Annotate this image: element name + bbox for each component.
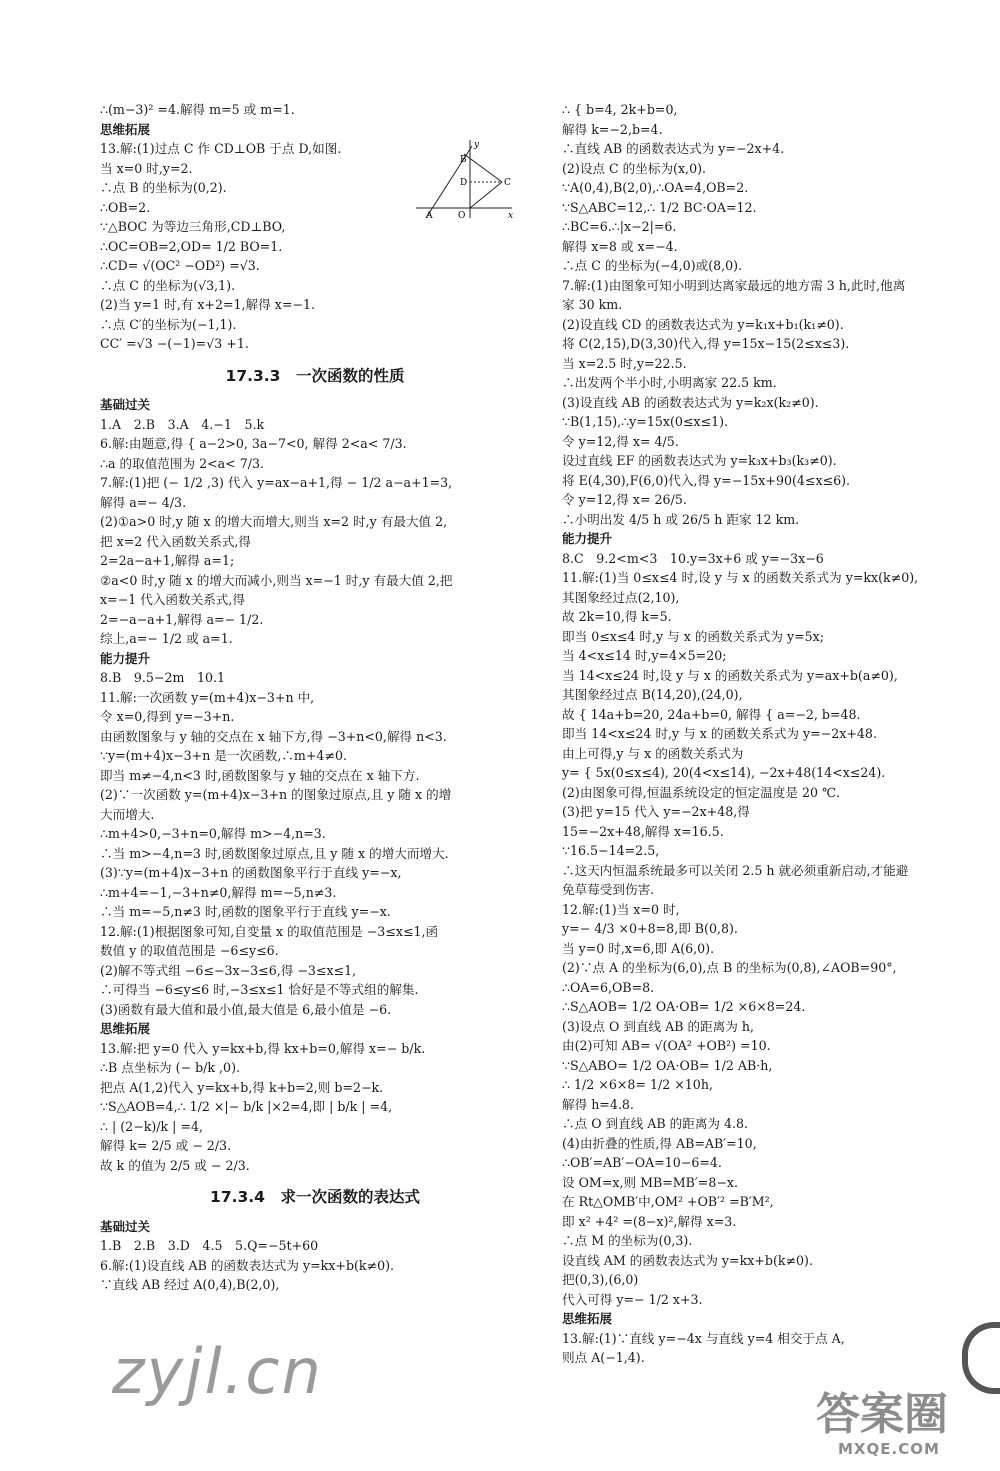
text-line: 8.B 9.5−2m 10.1 xyxy=(100,670,226,685)
text-line: (3)设直线 AB 的函数表达式为 y=k₂x(k₂≠0). xyxy=(562,394,819,410)
text-line: ∵直线 AB 经过 A(0,4),B(2,0), xyxy=(100,1277,280,1292)
text-line: (4)由折叠的性质,得 AB=AB′=10, xyxy=(562,1135,757,1151)
text-line: 将 E(4,30),F(6,0)代入,得 y=−15x+90(4≤x≤6). xyxy=(562,472,851,488)
text-line: ∴OC=OB=2,OD= 1/2 BO=1. xyxy=(100,238,283,254)
text-line: 大而增大. xyxy=(100,806,155,822)
text-line: ∴OB=2. xyxy=(100,199,151,215)
text-line: x=−1 代入函数关系式,得 xyxy=(100,592,245,607)
text-line: 6.解:(1)设直线 AB 的函数表达式为 y=kx+b(k≠0). xyxy=(100,1257,395,1273)
text-line: ∵16.5−14=2.5, xyxy=(562,843,660,858)
text-line: CC′ =√3 −(−1)=√3 +1. xyxy=(100,336,249,351)
text-line: 令 y=12,得 x= 4/5. xyxy=(562,433,679,449)
section-title: 17.3.4 求一次函数的表达式 xyxy=(210,1188,420,1206)
text-line: 12.解:(1)当 x=0 时, xyxy=(562,901,680,917)
text-line: ∴当 m>−4,n=3 时,函数图象过原点,且 y 随 x 的增大而增大. xyxy=(100,845,449,861)
text-line: (2)设直线 CD 的函数表达式为 y=k₁x+b₁(k₁≠0). xyxy=(562,316,844,332)
text-line: 令 y=12,得 x= 26/5. xyxy=(562,492,687,507)
text-line: 当 x=0 时,y=2. xyxy=(100,160,193,176)
label-a: A xyxy=(426,211,433,220)
subsection-heading: 思维拓展 xyxy=(100,121,151,137)
text-line: ∵A(0,4),B(2,0),∴OA=4,OB=2. xyxy=(562,180,749,195)
watermark: zyjl.cn xyxy=(112,1335,323,1408)
subsection-heading: 基础过关 xyxy=(100,1218,151,1234)
text-line: (2)设点 C 的坐标为(x,0). xyxy=(562,160,706,176)
text-line: 解得 x=8 或 x=−4. xyxy=(562,238,678,254)
text-line: 即当 m≠−4,n<3 时,函数图象与 y 轴的交点在 x 轴下方. xyxy=(100,767,420,783)
text-line: 家 30 km. xyxy=(562,297,623,312)
text-line: ∴ 1/2 ×6×8= 1/2 ×10h, xyxy=(562,1077,713,1092)
text-line: 解得 a=− 4/3. xyxy=(100,494,187,510)
text-line: ∴点 B 的坐标为(0,2). xyxy=(100,180,227,195)
label-b: B xyxy=(460,155,467,165)
text-line: ∵S△AOB=4,∴ 1/2 ×|− b/k |×2=4,即 | b/k | =4, xyxy=(100,1099,393,1114)
text-line: 解得 k=−2,b=4. xyxy=(562,121,663,137)
text-line: (2)由图象可得,恒温系统设定的恒定温度是 20 ℃. xyxy=(562,784,841,800)
text-line: ②a<0 时,y 随 x 的增大而减小,则当 x=−1 时,y 有最大值 2,把 xyxy=(100,572,453,588)
text-line: ∴OA=6,OB=8. xyxy=(562,979,655,995)
text-line: (3)设点 O 到直线 AB 的距离为 h, xyxy=(562,1018,754,1034)
text-line: 2=2a−a+1,解得 a=1; xyxy=(100,553,235,568)
text-line: ∴CD= √(OC² −OD²) =√3. xyxy=(100,258,260,273)
text-line: 把(0,3),(6,0) xyxy=(562,1272,639,1287)
text-line: 即 x² +4² =(8−x)²,解得 x=3. xyxy=(562,1213,737,1229)
text-line: 故 2k=10,得 k=5. xyxy=(562,609,672,624)
page-corner-tab xyxy=(962,1322,1000,1394)
text-line: ∵y=(m+4)x−3+n 是一次函数,∴m+4≠0. xyxy=(100,748,347,763)
text-line: (3)∵y=(m+4)x−3+n 的函数图象平行于直线 y=−x, xyxy=(100,865,402,880)
text-line: ∴B 点坐标为 (− b/k ,0). xyxy=(100,1060,240,1075)
label-c: C xyxy=(504,178,511,188)
subsection-heading: 思维拓展 xyxy=(100,1021,151,1036)
text-line: ∴点 C 的坐标为(√3,1). xyxy=(100,277,236,293)
text-line: ∴点 C′的坐标为(−1,1). xyxy=(100,316,237,332)
text-line: 故 { 14a+b=20, 24a+b=0, 解得 { a=−2, b=48. xyxy=(562,706,861,722)
text-line: y=− 4/3 ×0+8=8,即 B(0,8). xyxy=(562,921,738,936)
text-line: 其图象经过点 B(14,20),(24,0), xyxy=(562,687,743,702)
text-line: 其图象经过点(2,10), xyxy=(562,589,680,605)
text-line: ∴BC=6.∴|x−2|=6. xyxy=(562,219,677,234)
text-line: 数值 y 的取值范围是 −6≤y≤6. xyxy=(100,943,279,958)
text-line: ∴ | (2−k)/k | =4, xyxy=(100,1118,203,1134)
text-line: ∴(m−3)² =4.解得 m=5 或 m=1. xyxy=(100,102,295,117)
text-line: ∴ { b=4, 2k+b=0, xyxy=(562,102,678,117)
text-line: 由上可得,y 与 x 的函数关系式为 xyxy=(562,745,744,761)
text-line: ∴m+4>0,−3+n=0,解得 m>−4,n=3. xyxy=(100,826,326,841)
segment-oc xyxy=(470,182,502,208)
text-line: ∵S△ABC=12,∴ 1/2 BC·OA=12. xyxy=(562,199,757,215)
text-line: 13.解:(1)∵直线 y=−4x 与直线 y=4 相交于点 A, xyxy=(562,1330,845,1346)
text-line: 6.解:由题意,得 { a−2>0, 3a−7<0, 解得 2<a< 7/3. xyxy=(100,436,407,451)
text-line: 13.解:(1)过点 C 作 CD⊥OB 于点 D,如图. xyxy=(100,141,342,156)
text-line: ∴m+4=−1,−3+n≠0,解得 m=−5,n≠3. xyxy=(100,884,337,900)
text-line: 当 14<x≤24 时,设 y 与 x 的函数关系式为 y=ax+b(a≠0), xyxy=(562,667,898,683)
text-line: 综上,a=− 1/2 或 a=1. xyxy=(100,631,233,646)
text-line: ∴可得当 −6≤y≤6 时,−3≤x≤1 恰好是不等式组的解集. xyxy=(100,982,419,997)
label-d: D xyxy=(460,178,468,188)
text-line: ∴小明出发 4/5 h 或 26/5 h 距家 12 km. xyxy=(562,511,800,527)
text-line: 由(2)可知 AB= √(OA² +OB²) =10. xyxy=(562,1038,771,1053)
section-title: 17.3.3 一次函数的性质 xyxy=(225,366,405,385)
text-line: 7.解:(1)由图象可知小明到达离家最远的地方需 3 h,此时,他离 xyxy=(562,277,906,293)
text-line: (2)当 y=1 时,有 x+2=1,解得 x=−1. xyxy=(100,297,315,312)
text-line: ∴直线 AB 的函数表达式为 y=−2x+4. xyxy=(562,141,785,156)
label-o: O xyxy=(458,211,466,220)
text-line: (2)∵一次函数 y=(m+4)x−3+n 的图象过原点,且 y 随 x 的增 xyxy=(100,787,452,802)
geometry-figure xyxy=(412,138,516,220)
text-line: 解得 k= 2/5 或 − 2/3. xyxy=(100,1138,232,1153)
text-line: ∴点 O 到直线 AB 的距离为 4.8. xyxy=(562,1116,749,1131)
text-line: 故 k 的值为 2/5 或 − 2/3. xyxy=(100,1157,250,1173)
text-line: ∴出发两个半小时,小明离家 22.5 km. xyxy=(562,375,777,390)
text-line: 2=−a−a+1,解得 a=− 1/2. xyxy=(100,611,264,627)
text-line: ∴点 M 的坐标为(0,3). xyxy=(562,1233,693,1248)
right-column xyxy=(562,100,962,1368)
label-x: x xyxy=(508,211,514,220)
subsection-heading: 基础过关 xyxy=(100,397,151,412)
text-line: 由函数图象与 y 轴的交点在 x 轴下方,得 −3+n<0,解得 n<3. xyxy=(100,728,447,744)
text-line: 代入可得 y=− 1/2 x+3. xyxy=(562,1291,703,1307)
text-line: y= { 5x(0≤x≤4), 20(4<x≤14), −2x+48(14<x≤24). xyxy=(562,765,886,780)
text-line: 7.解:(1)把 (− 1/2 ,3) 代入 y=ax−a+1,得 − 1/2 a−a+1=3, xyxy=(100,475,453,490)
text-line: (3)把 y=15 代入 y=−2x+48,得 xyxy=(562,804,750,819)
left-column xyxy=(100,100,530,1295)
text-line: 把 x=2 代入函数关系式,得 xyxy=(100,533,252,549)
text-line: 即当 0≤x≤4 时,y 与 x 的函数关系式为 y=5x; xyxy=(562,628,825,644)
text-line: ∴OB′=AB′−OA=10−6=4. xyxy=(562,1155,722,1170)
text-line: 8.C 9.2<m<3 10.y=3x+6 或 y=−3x−6 xyxy=(562,550,824,566)
text-line: 免草莓受到伤害. xyxy=(562,882,655,897)
text-line: ∴S△AOB= 1/2 OA·OB= 1/2 ×6×8=24. xyxy=(562,999,806,1014)
text-line: 12.解:(1)根据图象可知,自变量 x 的取值范围是 −3≤x≤1,函 xyxy=(100,923,439,939)
text-line: ∵B(1,15),∴y=15x(0≤x≤1). xyxy=(562,414,729,429)
text-line: 1.B 2.B 3.D 4.5 5.Q=−5t+60 xyxy=(100,1238,319,1253)
text-line: 令 x=0,得到 y=−3+n. xyxy=(100,709,235,724)
text-line: (2)∵点 A 的坐标为(6,0),点 B 的坐标为(0,8),∠AOB=90°, xyxy=(562,960,897,975)
text-line: (2)解不等式组 −6≤−3x−3≤6,得 −3≤x≤1, xyxy=(100,962,357,978)
text-line: 11.解:(1)当 0≤x≤4 时,设 y 与 x 的函数关系式为 y=kx(k≠0), xyxy=(562,570,919,585)
text-line: 则点 A(−1,4). xyxy=(562,1350,645,1365)
text-line: ∴点 C 的坐标为(−4,0)或(8,0). xyxy=(562,258,743,273)
text-line: ∴当 m=−5,n≠3 时,函数的图象平行于直线 y=−x. xyxy=(100,904,391,919)
text-line: 即当 14<x≤24 时,y 与 x 的函数关系式为 y=−2x+48. xyxy=(562,726,877,741)
text-line: 当 y=0 时,x=6,即 A(6,0). xyxy=(562,940,715,956)
site-logo: 答案圈 xyxy=(816,1389,948,1440)
text-line: (2)①a>0 时,y 随 x 的增大而增大,则当 x=2 时,y 有最大值 2, xyxy=(100,514,448,529)
text-line: ∴这天内恒温系统最多可以关闭 2.5 h 就必须重新启动,才能避 xyxy=(562,862,909,878)
text-line: 把点 A(1,2)代入 y=kx+b,得 k+b=2,则 b=2−k. xyxy=(100,1079,384,1095)
text-line: 设过直线 EF 的函数表达式为 y=k₃x+b₃(k₃≠0). xyxy=(562,453,837,468)
text-line: ∵△BOC 为等边三角形,CD⊥BO, xyxy=(100,219,286,234)
label-y: y xyxy=(474,140,480,150)
text-line: 解得 h=4.8. xyxy=(562,1096,634,1112)
text-line: 在 Rt△OMB′中,OM² +OB′² =B′M², xyxy=(562,1194,774,1209)
text-line: 当 4<x≤14 时,y=4×5=20; xyxy=(562,648,727,663)
text-line: ∵S△ABO= 1/2 OA·OB= 1/2 AB·h, xyxy=(562,1057,773,1073)
text-line: (3)函数有最大值和最小值,最大值是 6,最小值是 −6. xyxy=(100,1001,392,1017)
text-line: 13.解:把 y=0 代入 y=kx+b,得 kx+b=0,解得 x=− b/k. xyxy=(100,1040,426,1056)
site-url: MXQE.COM xyxy=(838,1440,940,1458)
text-line: 将 C(2,15),D(3,30)代入,得 y=15x−15(2≤x≤3). xyxy=(562,336,850,351)
text-line: 11.解:一次函数 y=(m+4)x−3+n 中, xyxy=(100,689,315,705)
text-line: 15=−2x+48,解得 x=16.5. xyxy=(562,823,724,839)
text-line: ∴a 的取值范围为 2<a< 7/3. xyxy=(100,455,264,471)
subsection-heading: 能力提升 xyxy=(100,650,151,666)
subsection-heading: 能力提升 xyxy=(562,531,613,546)
subsection-heading: 思维拓展 xyxy=(562,1311,613,1326)
text-line: 设直线 AM 的函数表达式为 y=kx+b(k≠0). xyxy=(562,1252,813,1268)
text-line: 当 x=2.5 时,y=22.5. xyxy=(562,355,687,371)
text-line: 1.A 2.B 3.A 4.−1 5.k xyxy=(100,416,265,432)
text-line: 设 OM=x,则 MB=MB′=8−x. xyxy=(562,1174,739,1190)
